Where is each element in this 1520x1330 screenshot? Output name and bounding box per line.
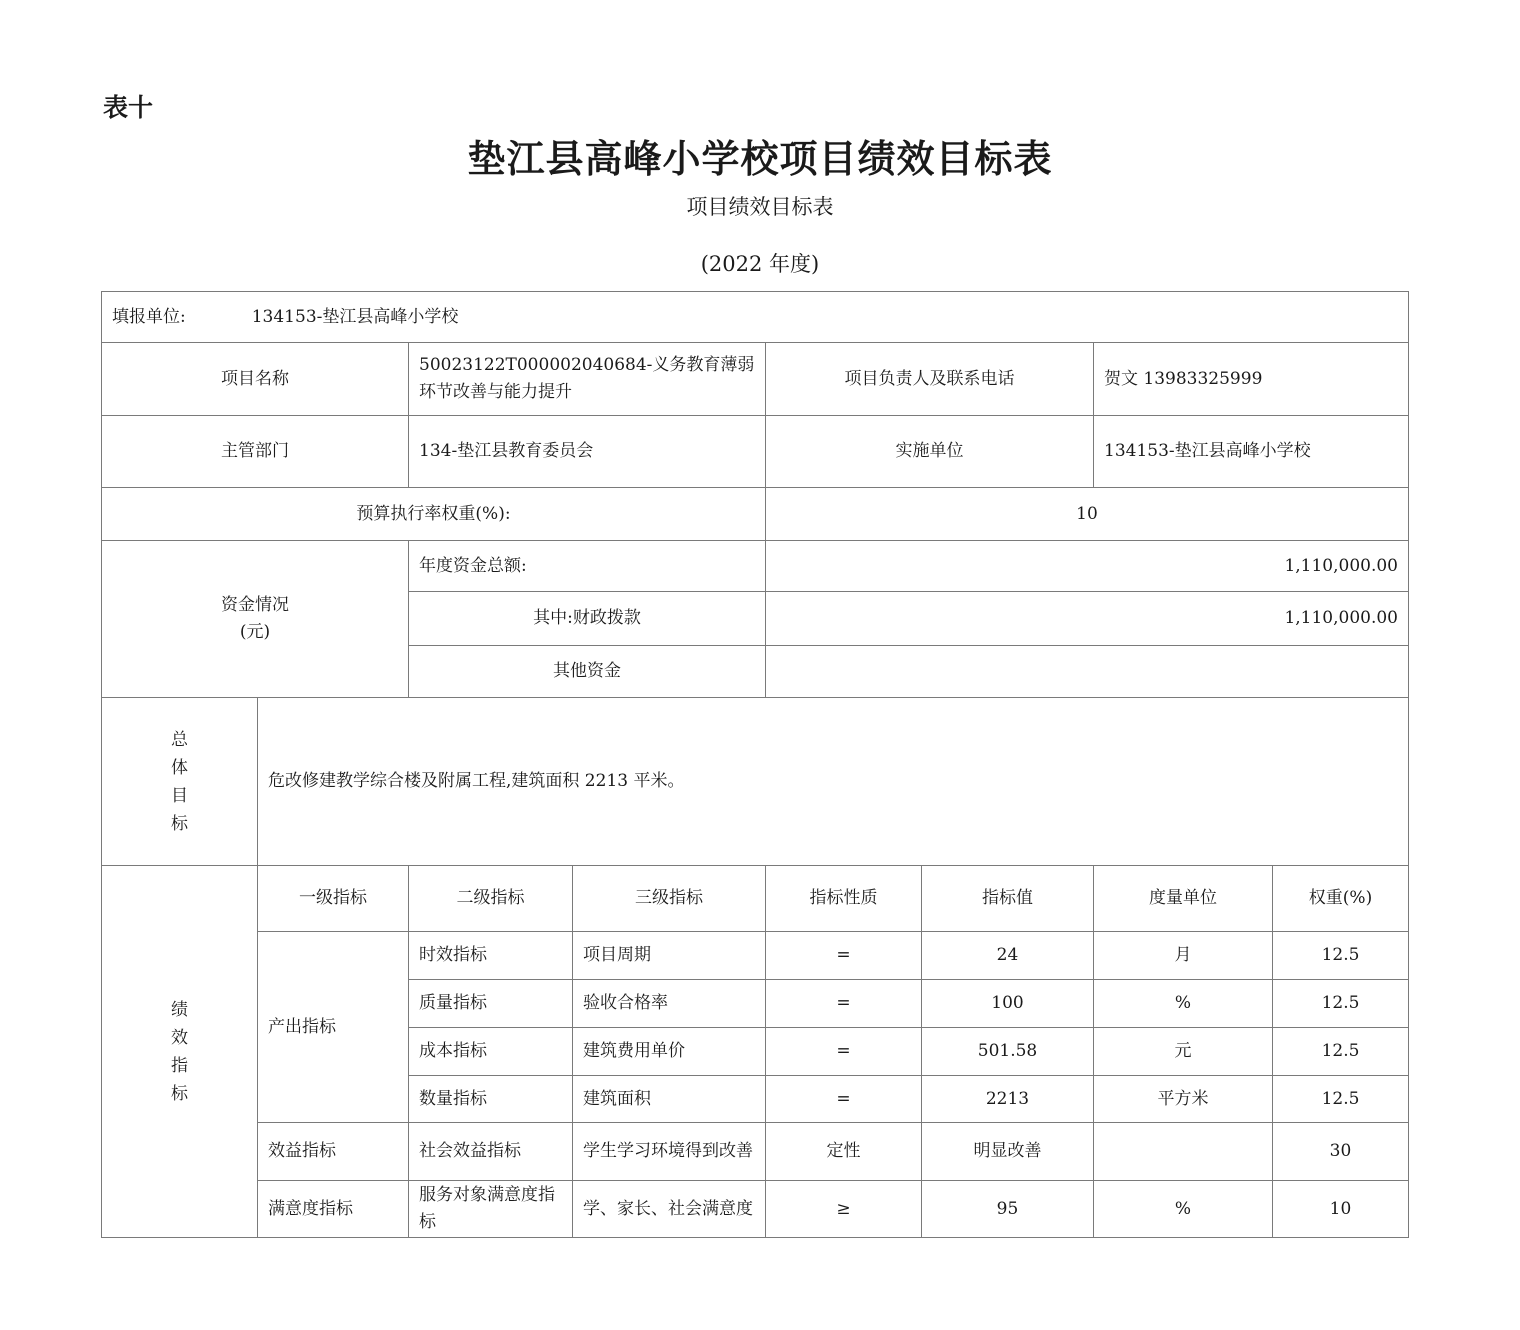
level1-indicator: 效益指标	[258, 1123, 409, 1181]
indicator-char: 绩	[171, 999, 188, 1020]
indicator-weight: 12.5	[1273, 1076, 1409, 1123]
project-name-value: 50023122T000002040684-义务教育薄弱环节改善与能力提升	[409, 343, 766, 416]
level2-indicator: 数量指标	[409, 1076, 573, 1123]
column-header: 三级指标	[573, 866, 766, 932]
funds-label-line2: (元)	[239, 622, 271, 642]
column-header: 权重(%)	[1273, 866, 1409, 932]
level3-indicator: 建筑面积	[573, 1076, 766, 1123]
column-header: 二级指标	[409, 866, 573, 932]
overall-goal-text: 危改修建教学综合楼及附属工程,建筑面积 2213 平米。	[258, 698, 1409, 866]
level2-indicator: 成本指标	[409, 1028, 573, 1076]
level3-indicator: 学、家长、社会满意度	[573, 1181, 766, 1238]
level3-indicator: 建筑费用单价	[573, 1028, 766, 1076]
budget-rate-label: 预算执行率权重(%):	[102, 488, 766, 541]
indicator-weight: 30	[1273, 1123, 1409, 1181]
annual-total-label: 年度资金总额:	[409, 541, 766, 592]
indicator-char: 指	[171, 1055, 188, 1076]
level2-indicator: 服务对象满意度指标	[409, 1181, 573, 1238]
table-row	[102, 698, 1409, 866]
funds-label	[102, 541, 409, 698]
table-row	[102, 343, 1409, 416]
indicator-nature: =	[766, 932, 922, 980]
indicator-unit: 元	[1094, 1028, 1273, 1076]
annual-total-value: 1,110,000.00	[766, 541, 1409, 592]
table-row	[102, 416, 1409, 488]
filing-unit-value: 134153-垫江县高峰小学校	[251, 306, 459, 327]
indicator-unit: 平方米	[1094, 1076, 1273, 1123]
goal-char: 目	[171, 785, 188, 806]
overall-goal-label	[102, 698, 258, 866]
level2-indicator: 时效指标	[409, 932, 573, 980]
table-row	[102, 292, 1409, 343]
fiscal-allocation-label: 其中:财政拨款	[409, 592, 766, 646]
indicator-nature: =	[766, 1028, 922, 1076]
project-name-label: 项目名称	[102, 343, 409, 416]
implementing-unit-value: 134153-垫江县高峰小学校	[1094, 416, 1409, 488]
filing-unit-cell	[102, 292, 1409, 343]
output-indicator-group: 产出指标	[258, 932, 409, 1123]
indicator-value: 501.58	[922, 1028, 1094, 1076]
level1-indicator: 满意度指标	[258, 1181, 409, 1238]
level3-indicator: 学生学习环境得到改善	[573, 1123, 766, 1181]
indicator-unit	[1094, 1123, 1273, 1181]
column-header: 指标性质	[766, 866, 922, 932]
level2-indicator: 社会效益指标	[409, 1123, 573, 1181]
indicator-value: 2213	[922, 1076, 1094, 1123]
column-header: 指标值	[922, 866, 1094, 932]
document-year: (2022 年度)	[700, 252, 820, 276]
indicator-unit: %	[1094, 1181, 1273, 1238]
indicator-nature: =	[766, 1076, 922, 1123]
department-label: 主管部门	[102, 416, 409, 488]
indicator-unit: %	[1094, 980, 1273, 1028]
implementing-unit-label: 实施单位	[766, 416, 1094, 488]
table-row	[102, 488, 1409, 541]
table-number-label: 表十	[103, 93, 154, 122]
level3-indicator: 项目周期	[573, 932, 766, 980]
project-leader-value: 贺文 13983325999	[1094, 343, 1409, 416]
indicator-unit: 月	[1094, 932, 1273, 980]
indicator-weight: 12.5	[1273, 932, 1409, 980]
filing-unit-label: 填报单位:	[112, 306, 186, 327]
other-funds-value	[766, 646, 1409, 698]
document-subtitle: 项目绩效目标表	[686, 195, 834, 219]
indicator-nature: 定性	[766, 1123, 922, 1181]
table-row	[102, 932, 1409, 980]
goal-char: 标	[171, 813, 188, 834]
goal-char: 总	[171, 729, 188, 750]
level3-indicator: 验收合格率	[573, 980, 766, 1028]
performance-target-table	[101, 291, 1409, 1238]
indicator-char: 标	[171, 1083, 188, 1104]
budget-rate-value: 10	[766, 488, 1409, 541]
indicator-weight: 12.5	[1273, 980, 1409, 1028]
indicator-weight: 10	[1273, 1181, 1409, 1238]
indicator-nature: =	[766, 980, 922, 1028]
other-funds-label: 其他资金	[409, 646, 766, 698]
indicators-label	[102, 866, 258, 1238]
indicator-char: 效	[171, 1027, 188, 1048]
indicator-value: 100	[922, 980, 1094, 1028]
column-header: 一级指标	[258, 866, 409, 932]
department-value: 134-垫江县教育委员会	[409, 416, 766, 488]
fiscal-allocation-value: 1,110,000.00	[766, 592, 1409, 646]
project-leader-label: 项目负责人及联系电话	[766, 343, 1094, 416]
table-row	[102, 1181, 1409, 1238]
level2-indicator: 质量指标	[409, 980, 573, 1028]
indicator-header-row	[102, 866, 1409, 932]
funds-label-line1: 资金情况	[221, 595, 289, 615]
table-row	[102, 541, 1409, 592]
column-header: 度量单位	[1094, 866, 1273, 932]
goal-char: 体	[171, 757, 188, 778]
indicator-weight: 12.5	[1273, 1028, 1409, 1076]
indicator-nature: ≥	[766, 1181, 922, 1238]
indicator-value: 明显改善	[922, 1123, 1094, 1181]
indicator-value: 24	[922, 932, 1094, 980]
document-title: 垫江县高峰小学校项目绩效目标表	[467, 136, 1053, 181]
indicator-value: 95	[922, 1181, 1094, 1238]
table-row	[102, 1123, 1409, 1181]
